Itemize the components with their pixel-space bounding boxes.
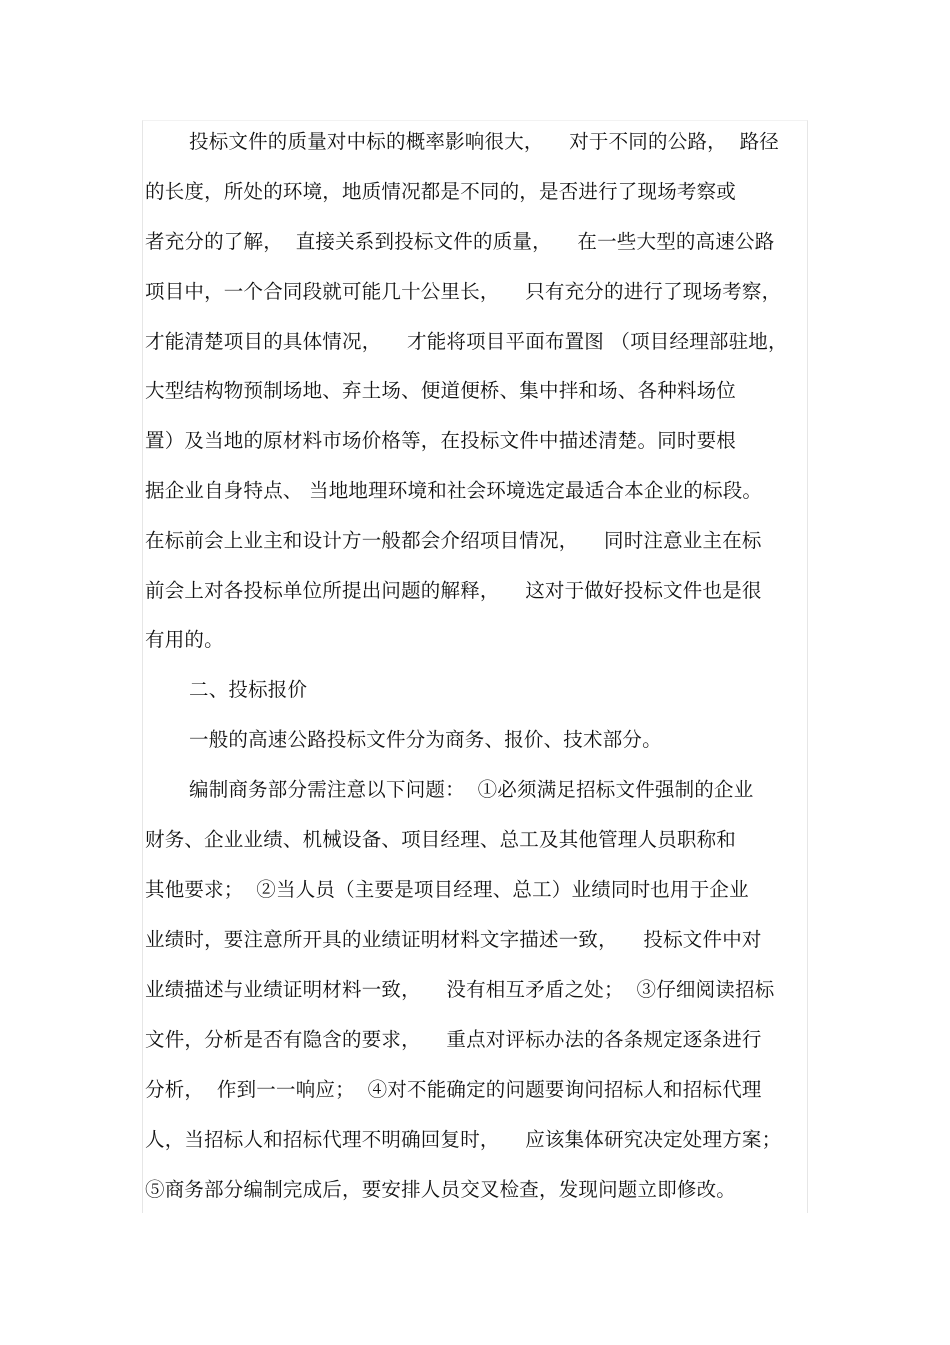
text-line: 一般的高速公路投标文件分为商务、报价、技术部分。	[189, 728, 662, 751]
text-line: 据企业自身特点、 当地地理环境和社会环境选定最适合本企业的标段。	[145, 479, 763, 502]
text-line: 大型结构物预制场地、弃土场、便道便桥、集中拌和场、各种料场位	[145, 379, 737, 402]
text-line: 置）及当地的原材料市场价格等，在投标文件中描述清楚。同时要根	[145, 429, 737, 452]
text-line: 项目中，一个合同段就可能几十公里长， 只有充分的进行了现场考察，	[145, 280, 782, 303]
text-line: 者充分的了解， 直接关系到投标文件的质量， 在一些大型的高速公路	[145, 230, 775, 253]
section-heading: 二、投标报价	[189, 678, 308, 701]
text-line: 有用的。	[145, 628, 224, 651]
text-line: 投标文件的质量对中标的概率影响很大， 对于不同的公路， 路径	[189, 130, 779, 153]
text-line: 的长度，所处的环境，地质情况都是不同的，是否进行了现场考察或	[145, 180, 737, 203]
text-line: 人，当招标人和招标代理不明确回复时， 应该集体研究决定处理方案；	[145, 1128, 782, 1151]
text-line: ⑤商务部分编制完成后，要安排人员交叉检查，发现问题立即修改。	[145, 1178, 737, 1201]
text-line: 编制商务部分需注意以下问题： ①必须满足招标文件强制的企业	[189, 778, 754, 801]
text-line: 业绩时，要注意所开具的业绩证明材料文字描述一致， 投标文件中对	[145, 928, 762, 951]
text-line: 业绩描述与业绩证明材料一致， 没有相互矛盾之处； ③仔细阅读招标	[145, 978, 775, 1001]
text-line: 才能清楚项目的具体情况， 才能将项目平面布置图 （项目经理部驻地，	[145, 330, 788, 353]
text-line: 分析， 作到一一响应； ④对不能确定的问题要询问招标人和招标代理	[145, 1078, 762, 1101]
text-line: 前会上对各投标单位所提出问题的解释， 这对于做好投标文件也是很	[145, 579, 762, 602]
text-line: 在标前会上业主和设计方一般都会介绍项目情况， 同时注意业主在标	[145, 529, 762, 552]
text-line: 文件，分析是否有隐含的要求， 重点对评标办法的各条规定逐条进行	[145, 1028, 762, 1051]
text-line: 其他要求； ②当人员（主要是项目经理、总工）业绩同时也用于企业	[145, 878, 749, 901]
text-line: 财务、企业业绩、机械设备、项目经理、总工及其他管理人员职称和	[145, 828, 737, 851]
